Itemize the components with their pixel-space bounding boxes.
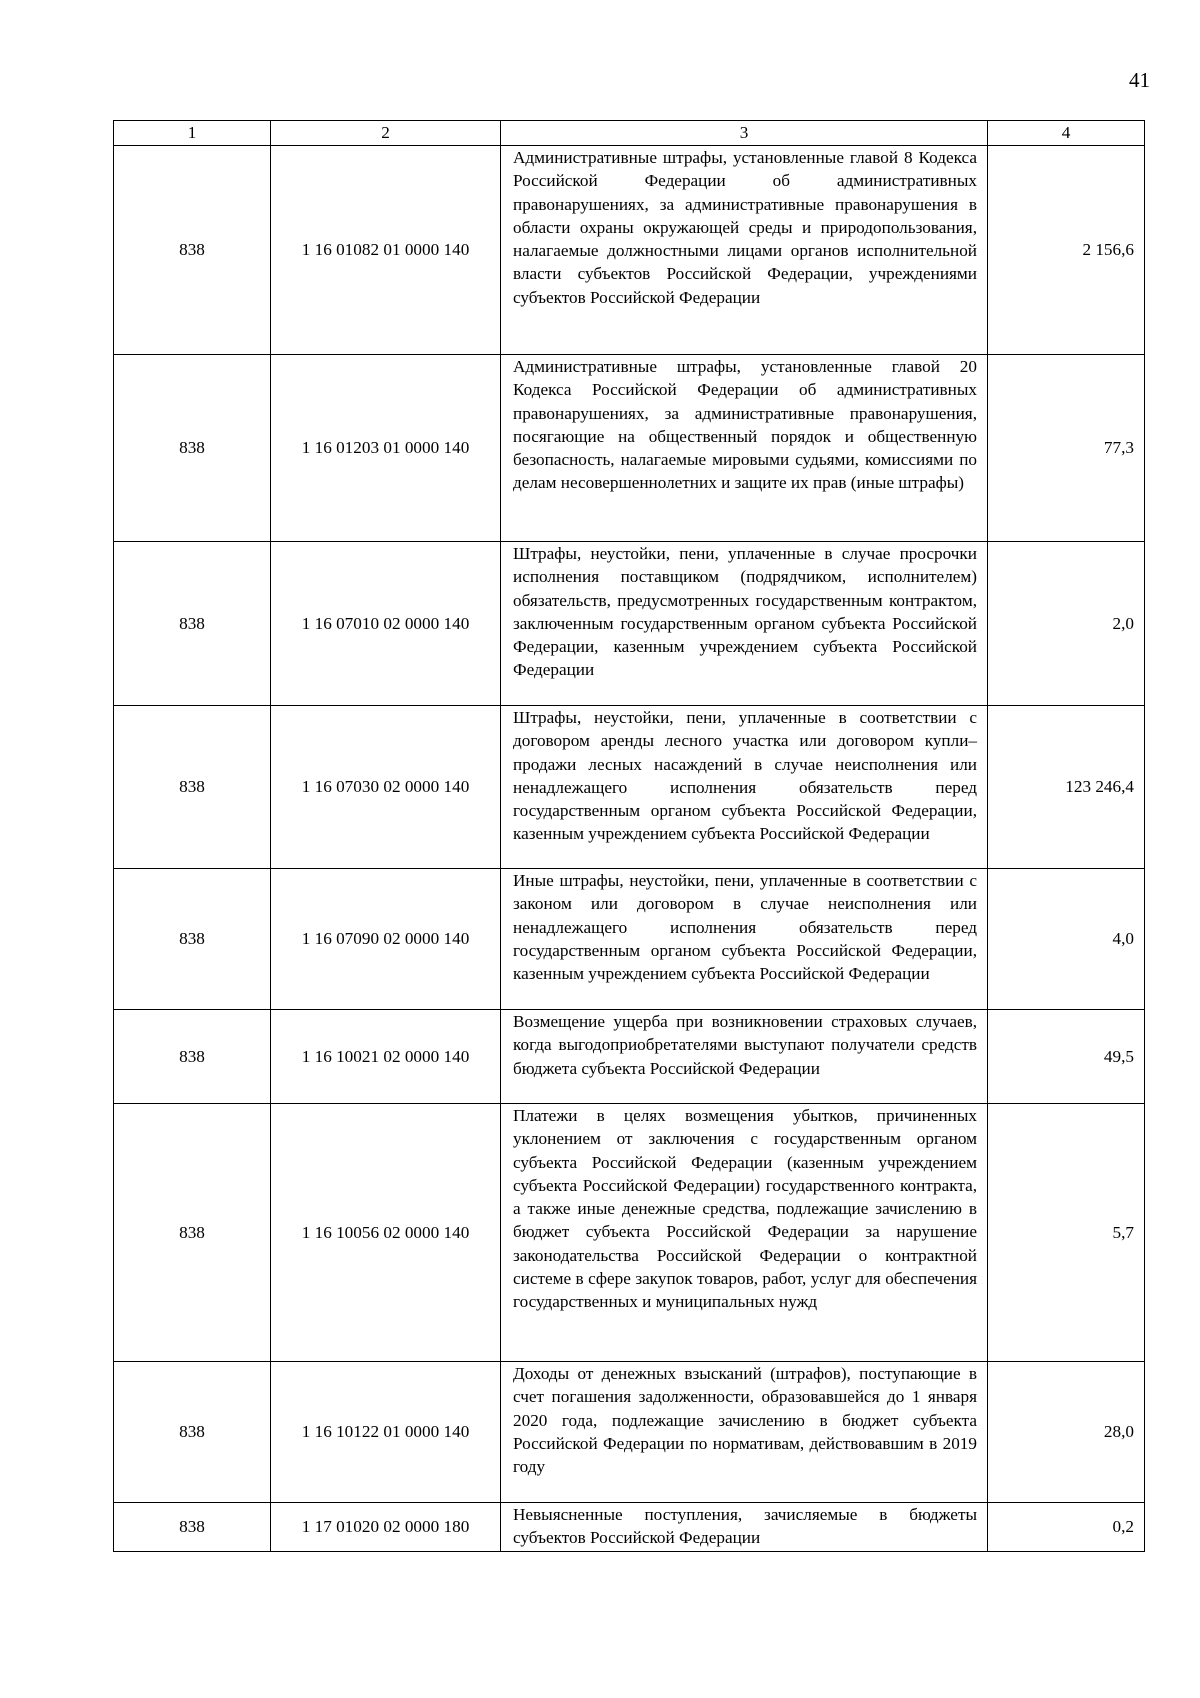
income-name-cell: Административные штрафы, установленные главой 8 Кодекса Российской Федерации об административных правонарушениях, за административные правонарушения в области охраны окружающей среды и природопользования, налагаемые должностными лицами органов исполнительной власти субъектов Российской Федерации, учреждениями субъектов Российской Федерации [501,146,988,355]
table-row [114,355,1145,542]
admin-code-cell: 838 [114,1010,271,1104]
amount-cell: 28,0 [988,1362,1145,1503]
page-number: 41 [1129,68,1150,92]
budget-code-cell: 1 17 01020 02 0000 180 [271,1503,501,1552]
income-name-cell: Невыясненные поступления, зачисляемые в бюджеты субъектов Российской Федерации [501,1503,988,1552]
table-header-row [114,121,1145,146]
amount-cell: 5,7 [988,1104,1145,1362]
amount-cell: 4,0 [988,869,1145,1010]
amount-cell: 2 156,6 [988,146,1145,355]
admin-code-cell: 838 [114,355,271,542]
amount-cell: 2,0 [988,542,1145,706]
admin-code-cell: 838 [114,1104,271,1362]
income-name-cell: Иные штрафы, неустойки, пени, уплаченные в соответствии с законом или договором в случае неисполнения или ненадлежащего исполнения обязательств перед государственным органом субъекта Российской Федерации, казенным учреждением субъекта Российской Федерации [501,869,988,1010]
column-header-1: 1 [114,121,271,146]
column-header-2: 2 [271,121,501,146]
budget-code-cell: 1 16 01082 01 0000 140 [271,146,501,355]
income-name-cell: Возмещение ущерба при возникновении страховых случаев, когда выгодоприобретателями выступают получатели средств бюджета субъекта Российской Федерации [501,1010,988,1104]
table-row [114,1362,1145,1503]
table-row [114,706,1145,869]
income-name-cell: Платежи в целях возмещения убытков, причиненных уклонением от заключения с государственным органом субъекта Российской Федерации (казенным учреждением субъекта Российской Федерации) государственного контракта, а также иные денежные средства, подлежащие зачислению в бюджет субъекта Российской Федерации за нарушение законодательства Российской Федерации о контрактной системе в сфере закупок товаров, работ, услуг для обеспечения государственных и муниципальных нужд [501,1104,988,1362]
income-name-cell: Штрафы, неустойки, пени, уплаченные в случае просрочки исполнения поставщиком (подрядчиком, исполнителем) обязательств, предусмотренных государственным контрактом, заключенным государственным органом субъекта Российской Федерации, казенным учреждением субъекта Российской Федерации [501,542,988,706]
budget-code-cell: 1 16 07090 02 0000 140 [271,869,501,1010]
income-name-cell: Доходы от денежных взысканий (штрафов), поступающие в счет погашения задолженности, образовавшейся до 1 января 2020 года, подлежащие зачислению в бюджет субъекта Российской Федерации по нормативам, действовавшим в 2019 году [501,1362,988,1503]
income-name-cell: Штрафы, неустойки, пени, уплаченные в соответствии с договором аренды лесного участка или договором купли–продажи лесных насаждений в случае неисполнения или ненадлежащего исполнения обязательств перед государственным органом субъекта Российской Федерации, казенным учреждением субъекта Российской Федерации [501,706,988,869]
amount-cell: 49,5 [988,1010,1145,1104]
budget-code-cell: 1 16 10056 02 0000 140 [271,1104,501,1362]
table-row [114,1503,1145,1552]
column-header-3: 3 [501,121,988,146]
revenue-table [113,120,1145,1552]
budget-code-cell: 1 16 01203 01 0000 140 [271,355,501,542]
admin-code-cell: 838 [114,1503,271,1552]
table-row [114,1010,1145,1104]
budget-code-cell: 1 16 07010 02 0000 140 [271,542,501,706]
amount-cell: 77,3 [988,355,1145,542]
table-row [114,869,1145,1010]
amount-cell: 0,2 [988,1503,1145,1552]
table-row [114,146,1145,355]
admin-code-cell: 838 [114,146,271,355]
budget-code-cell: 1 16 10122 01 0000 140 [271,1362,501,1503]
budget-code-cell: 1 16 10021 02 0000 140 [271,1010,501,1104]
budget-code-cell: 1 16 07030 02 0000 140 [271,706,501,869]
column-header-4: 4 [988,121,1145,146]
admin-code-cell: 838 [114,869,271,1010]
admin-code-cell: 838 [114,706,271,869]
table-row [114,1104,1145,1362]
admin-code-cell: 838 [114,542,271,706]
income-name-cell: Административные штрафы, установленные главой 20 Кодекса Российской Федерации об административных правонарушениях, за административные правонарушения, посягающие на общественный порядок и общественную безопасность, налагаемые мировыми судьями, комиссиями по делам несовершеннолетних и защите их прав (иные штрафы) [501,355,988,542]
amount-cell: 123 246,4 [988,706,1145,869]
table-row [114,542,1145,706]
admin-code-cell: 838 [114,1362,271,1503]
